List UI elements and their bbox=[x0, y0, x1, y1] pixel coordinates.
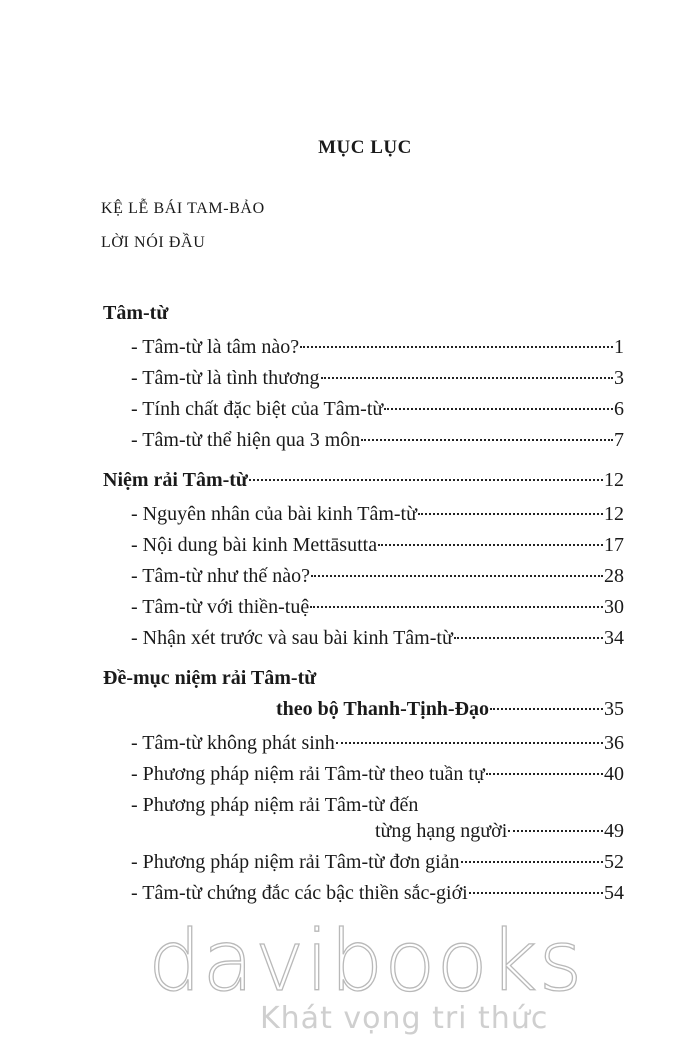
toc-entry-label: - Phương pháp niệm rải Tâm-từ theo tuần tự bbox=[131, 763, 485, 785]
toc-entry-page: 1 bbox=[614, 336, 624, 358]
dot-leader bbox=[321, 377, 613, 379]
toc-section-entry[interactable] bbox=[103, 469, 624, 497]
dot-leader bbox=[311, 575, 603, 577]
toc-entry-label: - Nhận xét trước và sau bài kinh Tâm-từ bbox=[131, 627, 453, 649]
watermark-brand: davibooks bbox=[148, 912, 584, 1010]
toc-entry[interactable] bbox=[131, 503, 624, 531]
toc-entry-label: - Tâm-từ không phát sinh bbox=[131, 732, 335, 754]
dot-leader bbox=[490, 708, 603, 710]
front-matter-item: LỜI NÓI ĐẦU bbox=[101, 234, 206, 251]
toc-entry-page: 17 bbox=[604, 534, 624, 556]
dot-leader bbox=[508, 830, 603, 832]
dot-leader bbox=[454, 637, 603, 639]
toc-entry-label: - Phương pháp niệm rải Tâm-từ đơn giản bbox=[131, 851, 460, 873]
toc-entry[interactable] bbox=[375, 820, 624, 848]
toc-entry-page: 52 bbox=[604, 851, 624, 873]
toc-entry[interactable] bbox=[131, 429, 624, 457]
dot-leader bbox=[310, 606, 603, 608]
toc-entry[interactable] bbox=[131, 763, 624, 791]
section-heading: Niệm rải Tâm-từ bbox=[103, 469, 248, 491]
front-matter-item: KỆ LỄ BÁI TAM-BẢO bbox=[101, 200, 265, 217]
toc-entry-label: - Phương pháp niệm rải Tâm-từ đến bbox=[131, 794, 419, 816]
toc-section-entry[interactable] bbox=[276, 698, 624, 726]
toc-entry-label: - Tâm-từ với thiền-tuệ bbox=[131, 596, 310, 618]
toc-entry-page: 40 bbox=[604, 763, 624, 785]
section-heading: Tâm-từ bbox=[103, 302, 169, 324]
toc-entry-label: - Tâm-từ là tình thương bbox=[131, 367, 320, 389]
toc-entry[interactable] bbox=[131, 851, 624, 879]
section-heading-continuation: theo bộ Thanh-Tịnh-Đạo bbox=[276, 698, 490, 720]
section-heading: Đề-mục niệm rải Tâm-từ bbox=[103, 667, 317, 689]
toc-entry[interactable] bbox=[131, 336, 624, 364]
toc-entry-page: 7 bbox=[614, 429, 624, 451]
toc-entry-label: - Nội dung bài kinh Mettāsutta bbox=[131, 534, 378, 556]
dot-leader bbox=[300, 346, 613, 348]
toc-entry[interactable] bbox=[131, 534, 624, 562]
toc-entry-page: 3 bbox=[614, 367, 624, 389]
dot-leader bbox=[384, 408, 613, 410]
toc-entry-page: 36 bbox=[604, 732, 624, 754]
toc-entry-label: - Tâm-từ là tâm nào? bbox=[131, 336, 300, 358]
watermark-tagline: Khát vọng tri thức bbox=[260, 1001, 549, 1036]
dot-leader bbox=[336, 742, 603, 744]
toc-entry[interactable] bbox=[131, 596, 624, 624]
page-title: MỤC LỤC bbox=[318, 137, 412, 158]
toc-entry-page: 30 bbox=[604, 596, 624, 618]
dot-leader bbox=[361, 439, 613, 441]
dot-leader bbox=[469, 892, 603, 894]
dot-leader bbox=[418, 513, 603, 515]
toc-entry[interactable] bbox=[131, 882, 624, 910]
toc-entry[interactable] bbox=[131, 398, 624, 426]
dot-leader bbox=[461, 861, 603, 863]
toc-entry-label: - Nguyên nhân của bài kinh Tâm-từ bbox=[131, 503, 417, 525]
dot-leader bbox=[486, 773, 603, 775]
toc-entry[interactable] bbox=[131, 367, 624, 395]
toc-entry-label: - Tính chất đặc biệt của Tâm-từ bbox=[131, 398, 384, 420]
toc-entry-page: 49 bbox=[604, 820, 624, 842]
toc-entry-label: - Tâm-từ chứng đắc các bậc thiền sắc-giới bbox=[131, 882, 468, 904]
toc-entry-page: 28 bbox=[604, 565, 624, 587]
toc-entry[interactable] bbox=[131, 565, 624, 593]
toc-entry-page: 34 bbox=[604, 627, 624, 649]
toc-entry-label: - Tâm-từ thể hiện qua 3 môn bbox=[131, 429, 361, 451]
toc-entry[interactable] bbox=[131, 627, 624, 655]
dot-leader bbox=[249, 479, 603, 481]
toc-entry-page: 35 bbox=[604, 698, 624, 720]
toc-entry-page: 54 bbox=[604, 882, 624, 904]
toc-entry-label-continuation: từng hạng người bbox=[375, 820, 508, 842]
dot-leader bbox=[378, 544, 603, 546]
toc-entry-page: 12 bbox=[604, 503, 624, 525]
toc-entry-page: 12 bbox=[604, 469, 624, 491]
toc-entry-label: - Tâm-từ như thế nào? bbox=[131, 565, 311, 587]
toc-entry-page: 6 bbox=[614, 398, 624, 420]
toc-entry[interactable] bbox=[131, 732, 624, 760]
